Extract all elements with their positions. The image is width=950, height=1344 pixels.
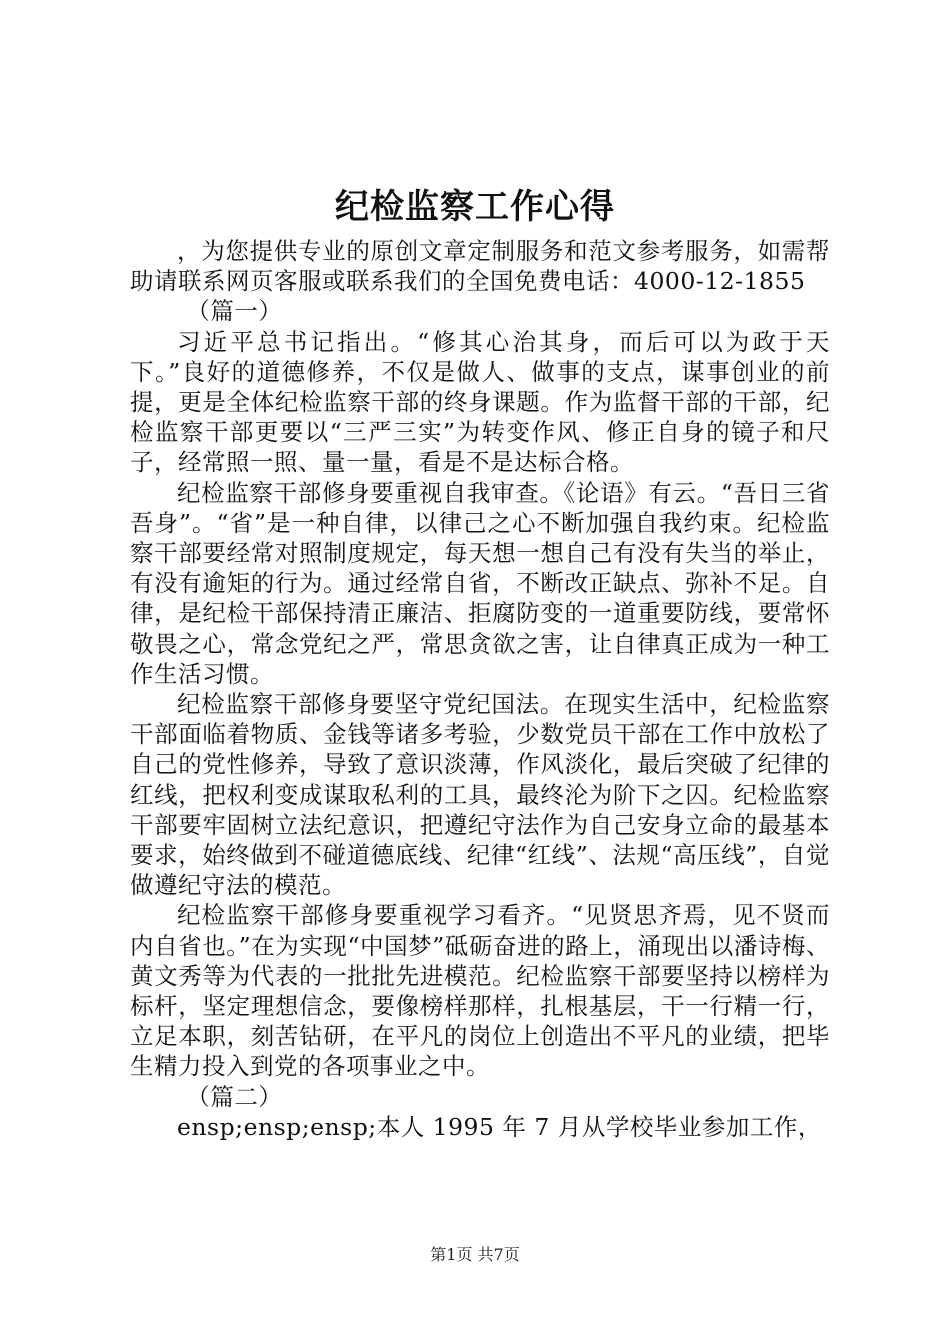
intro-paragraph: ，为您提供专业的原创文章定制服务和范文参考服务，如需帮助请联系网页客服或联系我们的全国免费电话：4000-12-1855	[130, 237, 830, 296]
section-heading-2: （篇二）	[186, 1082, 283, 1111]
document-title: 纪检监察工作心得	[335, 187, 615, 227]
body-paragraph: 纪检监察干部修身要重视自我审查。《论语》有云。“吾日三省吾身”。“省”是一种自律，以律己之心不断加强自我约束。纪检监察干部要经常对照制度规定，每天想一想自己有没有失当的举止，有没有逾矩的行为。通过经常自省，不断改正缺点、弥补不足。自律，是纪检干部保持清正廉洁、拒腐防变的一道重要防线，要常怀敬畏之心，常念党纪之严，常思贪欲之害，让自律真正成为一种工作生活习惯。	[130, 478, 830, 688]
body-paragraph: 纪检监察干部修身要重视学习看齐。“见贤思齐焉，见不贤而内自省也。”在为实现“中国梦”砥砺奋进的路上，涌现出以潘诗梅、黄文秀等为代表的一批批先进模范。纪检监察干部要坚持以榜样为标杆，坚定理想信念，要像榜样那样，扎根基层，干一行精一行，立足本职，刻苦钻研，在平凡的岗位上创造出不平凡的业绩，把毕生精力投入到党的各项事业之中。	[130, 901, 830, 1081]
section-heading-1: （篇一）	[186, 297, 283, 326]
document-body	[130, 236, 830, 1142]
page-number-footer: 第1页 共7页	[430, 1245, 520, 1264]
body-paragraph: 习近平总书记指出。“修其心治其身，而后可以为政于天下。”良好的道德修养，不仅是做人、做事的支点，谋事创业的前提，更是全体纪检监察干部的终身课题。作为监督干部的干部，纪检监察干部更要以“三严三实”为转变作风、修正自身的镜子和尺子，经常照一照、量一量，看是不是达标合格。	[130, 327, 830, 477]
body-paragraph: 纪检监察干部修身要坚守党纪国法。在现实生活中，纪检监察干部面临着物质、金钱等诸多考验，少数党员干部在工作中放松了自己的党性修养，导致了意识淡薄，作风淡化，最后突破了纪律的红线，把权利变成谋取私利的工具，最终沦为阶下之囚。纪检监察干部要牢固树立法纪意识，把遵纪守法作为自己安身立命的最基本要求，始终做到不碰道德底线、纪律“红线”、法规“高压线”，自觉做遵纪守法的模范。	[130, 690, 830, 900]
body-paragraph: ensp;ensp;ensp;本人 1995 年 7 月从学校毕业参加工作，	[177, 1112, 822, 1141]
